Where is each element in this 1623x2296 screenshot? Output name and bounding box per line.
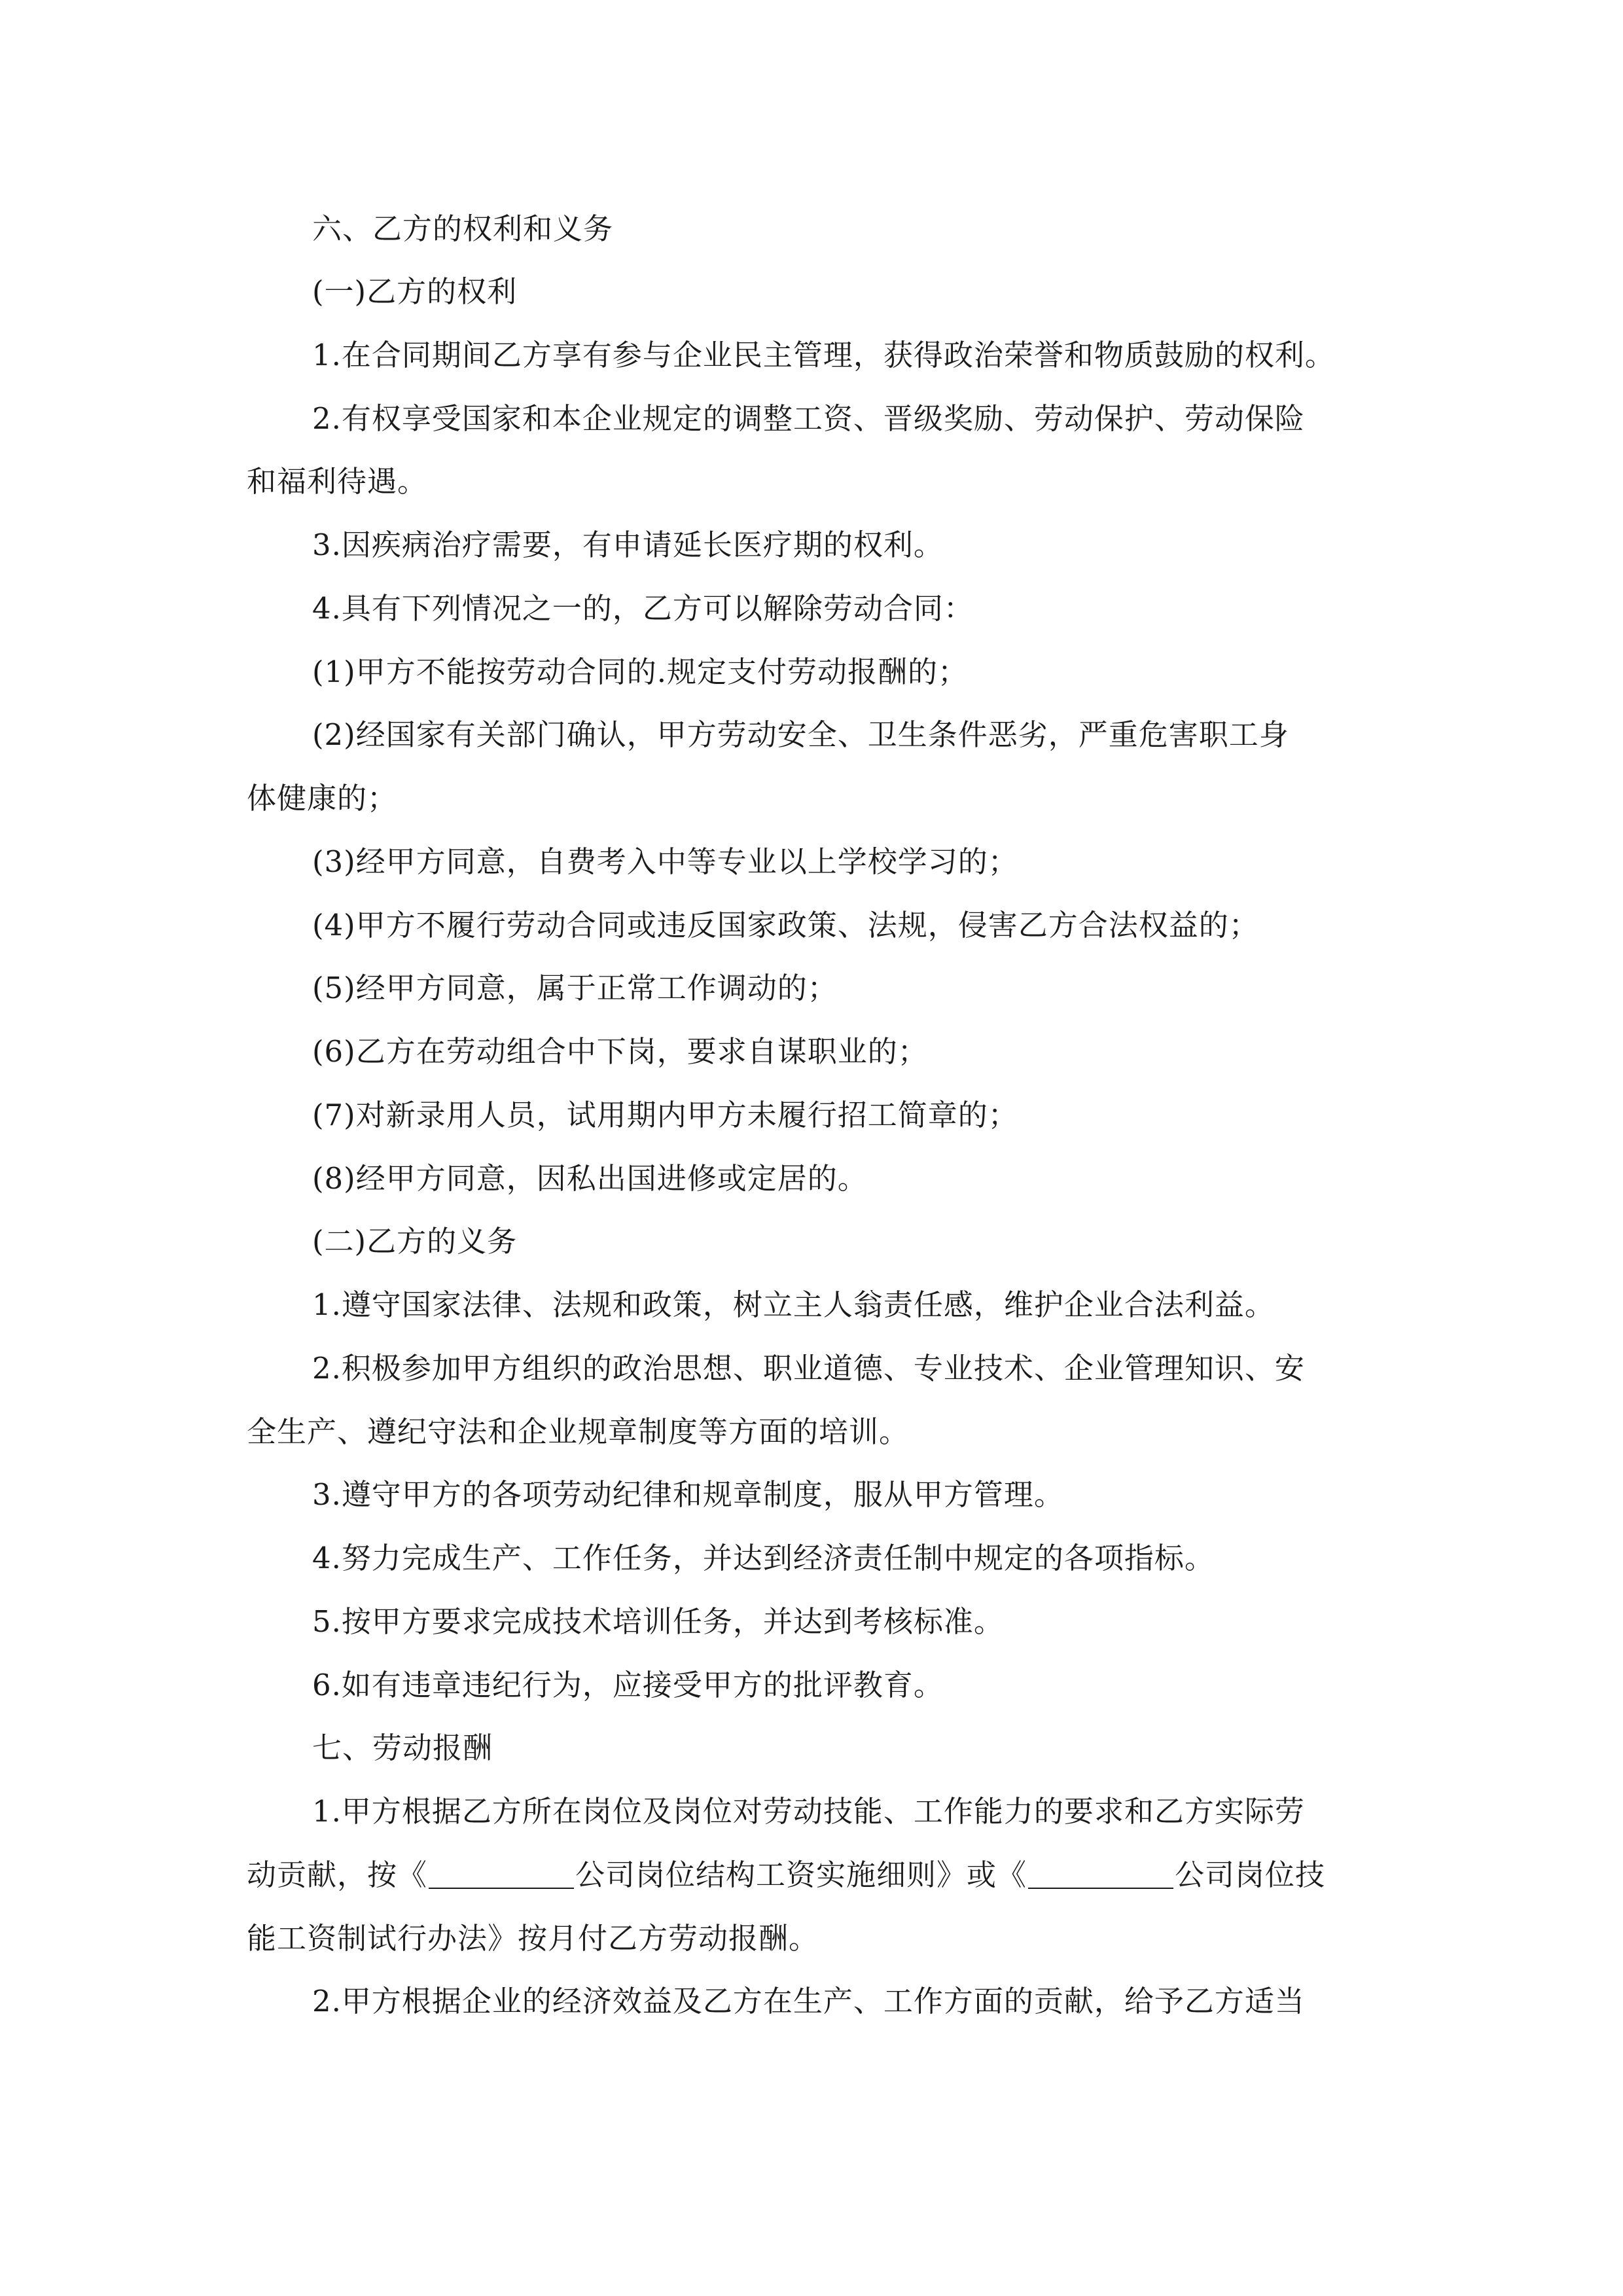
- duties-item-3: 3.遵守甲方的各项劳动纪律和规章制度，服从甲方管理。: [312, 1477, 1064, 1512]
- duties-item-2-line-1: 2.积极参加甲方组织的政治思想、职业道德、专业技术、企业管理知识、安: [312, 1351, 1305, 1386]
- duties-item-2-line-2: 全生产、遵纪守法和企业规章制度等方面的培训。: [247, 1414, 910, 1449]
- rights-subitem-6: (6)乙方在劳动组合中下岗，要求自谋职业的；: [312, 1034, 928, 1069]
- rights-subitem-2-line-2: 体健康的；: [247, 781, 398, 816]
- remuneration-text-segment: 公司岗位结构工资实施细则》或《: [575, 1857, 1027, 1892]
- fill-in-blank-company-name-1[interactable]: [429, 1888, 574, 1889]
- rights-item-3: 3.因疾病治疗需要，有申请延长医疗期的权利。: [312, 528, 944, 562]
- rights-item-4: 4.具有下列情况之一的，乙方可以解除劳动合同：: [312, 591, 974, 626]
- section-heading-rights-duties: 六、乙方的权利和义务: [312, 211, 614, 246]
- rights-item-2-line-1: 2.有权享受国家和本企业规定的调整工资、晋级奖励、劳动保护、劳动保险: [312, 401, 1305, 436]
- rights-subitem-4: (4)甲方不履行劳动合同或违反国家政策、法规，侵害乙方合法权益的；: [312, 908, 1259, 942]
- rights-subitem-3: (3)经甲方同意，自费考入中等专业以上学校学习的；: [312, 844, 1018, 879]
- remuneration-item-2-line-1: 2.甲方根据企业的经济效益及乙方在生产、工作方面的贡献，给予乙方适当: [312, 1984, 1305, 2018]
- rights-subitem-1: (1)甲方不能按劳动合同的.规定支付劳动报酬的；: [312, 655, 969, 689]
- remuneration-item-1-line-2: [247, 1856, 1325, 1895]
- rights-subitem-8: (8)经甲方同意，因私出国进修或定居的。: [312, 1161, 868, 1196]
- rights-subitem-7: (7)对新录用人员，试用期内甲方未履行招工简章的；: [312, 1098, 1018, 1132]
- duties-item-6: 6.如有违章违纪行为，应接受甲方的批评教育。: [312, 1668, 944, 1702]
- document-page: [247, 0, 1379, 2296]
- duties-item-5: 5.按甲方要求完成技术培训任务，并达到考核标准。: [312, 1604, 1004, 1639]
- fill-in-blank-company-name-2[interactable]: [1028, 1888, 1173, 1889]
- remuneration-item-1-line-1: 1.甲方根据乙方所在岗位及岗位对劳动技能、工作能力的要求和乙方实际劳: [312, 1794, 1305, 1829]
- rights-subitem-5: (5)经甲方同意，属于正常工作调动的；: [312, 971, 838, 1005]
- remuneration-text-segment: 公司岗位技: [1175, 1857, 1326, 1892]
- duties-item-4: 4.努力完成生产、工作任务，并达到经济责任制中规定的各项指标。: [312, 1541, 1215, 1575]
- duties-item-1: 1.遵守国家法律、法规和政策，树立主人翁责任感，维护企业合法利益。: [312, 1287, 1275, 1322]
- rights-item-2-line-2: 和福利待遇。: [247, 464, 428, 499]
- rights-subitem-2-line-1: (2)经国家有关部门确认，甲方劳动安全、卫生条件恶劣，严重危害职工身: [312, 717, 1289, 752]
- subsection-heading-rights: (一)乙方的权利: [312, 274, 518, 309]
- remuneration-item-1-line-3: 能工资制试行办法》按月付乙方劳动报酬。: [247, 1921, 819, 1956]
- section-heading-remuneration: 七、劳动报酬: [312, 1731, 493, 1765]
- remuneration-text-segment: 动贡献，按《: [247, 1857, 428, 1892]
- subsection-heading-duties: (二)乙方的义务: [312, 1224, 518, 1259]
- rights-item-1: 1.在合同期间乙方享有参与企业民主管理，获得政治荣誉和物质鼓励的权利。: [312, 338, 1335, 372]
